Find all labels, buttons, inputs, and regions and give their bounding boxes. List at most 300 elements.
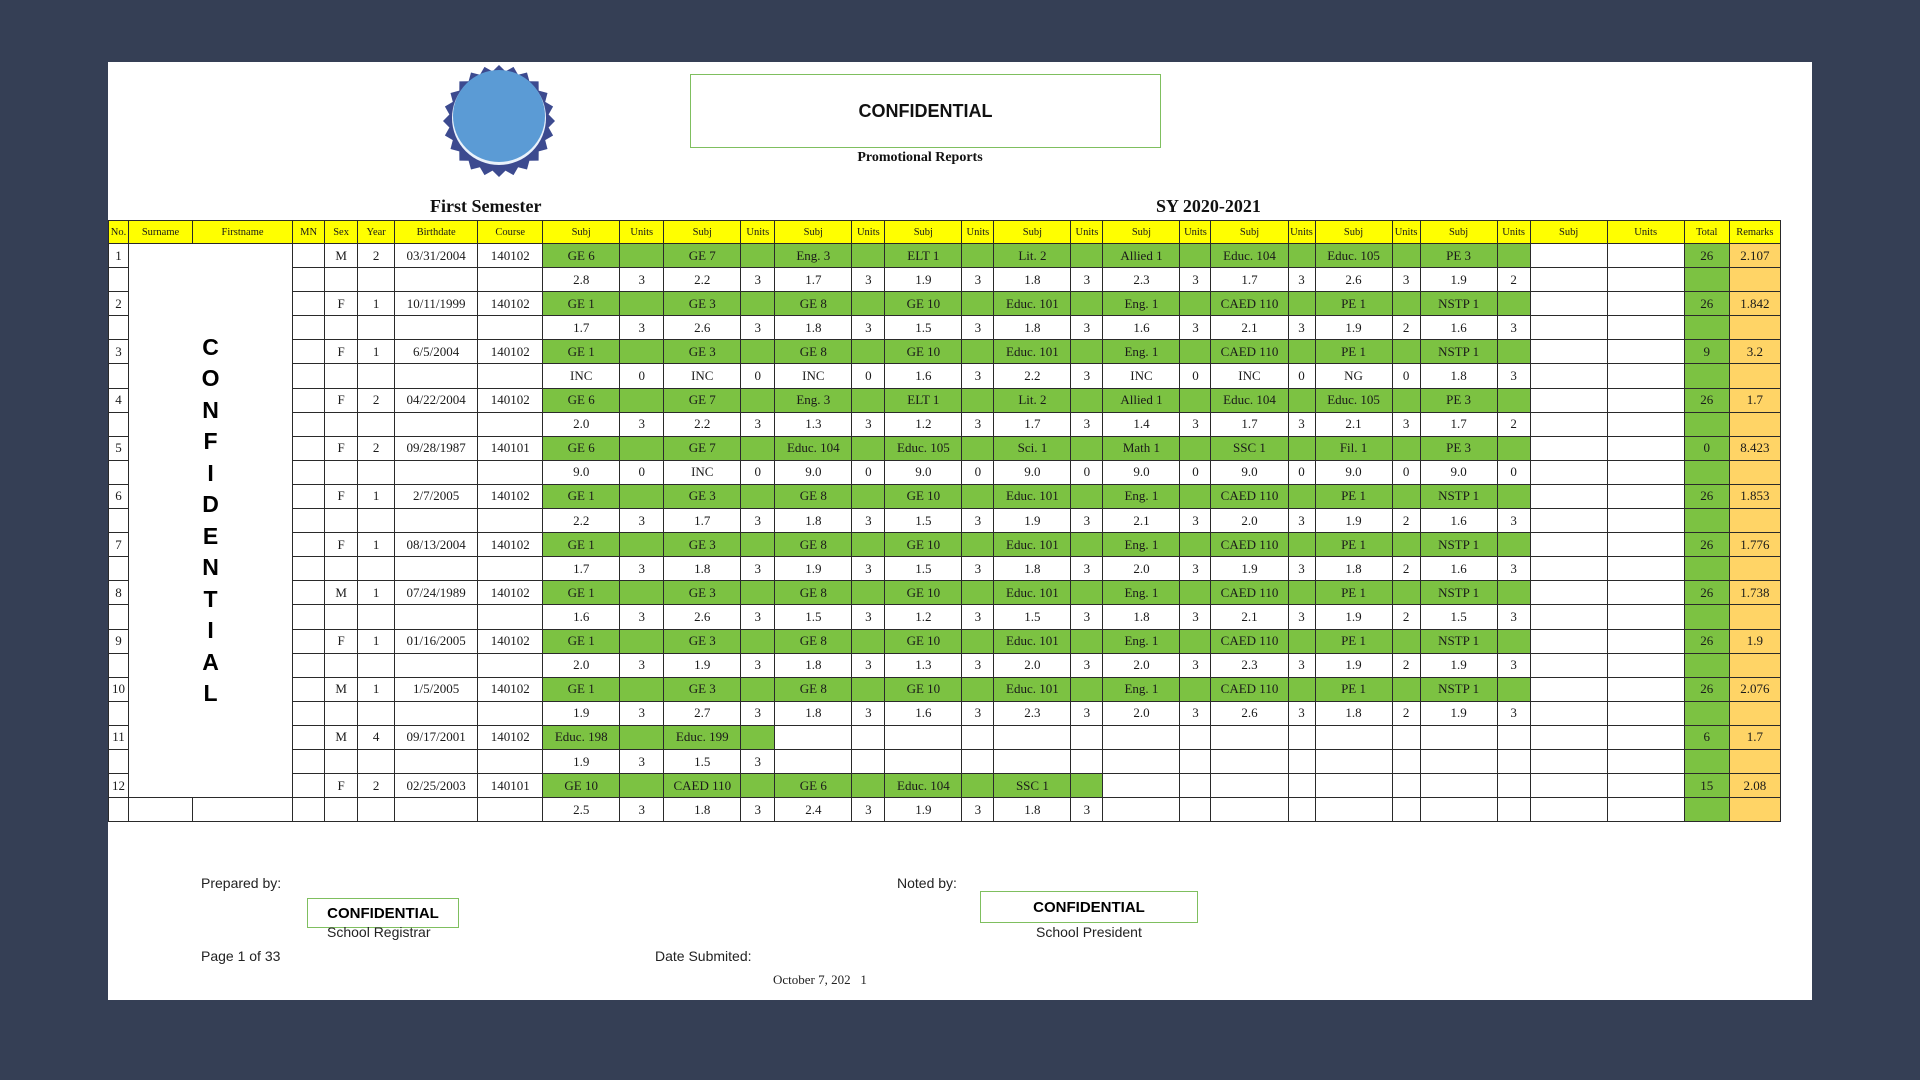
subject-cell: GE 10 xyxy=(885,629,962,653)
units-cell xyxy=(620,533,664,557)
page-number: Page 1 of 33 xyxy=(201,948,281,964)
units-cell: 3 xyxy=(1392,268,1420,292)
units-cell xyxy=(1607,581,1684,605)
grade-cell xyxy=(1530,268,1607,292)
units-cell xyxy=(1071,484,1103,508)
subject-cell: Lit. 2 xyxy=(994,244,1071,268)
info-cell xyxy=(478,653,543,677)
grade-cell: 1.9 xyxy=(994,509,1071,533)
subject-cell: Educ. 101 xyxy=(994,629,1071,653)
remarks-cell xyxy=(1729,460,1780,484)
subject-cell: Allied 1 xyxy=(1103,388,1180,412)
total-cell: 0 xyxy=(1684,436,1729,460)
row-number-cell xyxy=(109,605,129,629)
column-header: Subj xyxy=(994,221,1071,244)
subject-cell: NSTP 1 xyxy=(1420,581,1497,605)
units-cell xyxy=(620,774,664,798)
units-cell xyxy=(1180,725,1211,749)
subject-cell: PE 3 xyxy=(1420,388,1497,412)
subject-cell: GE 8 xyxy=(775,533,852,557)
units-cell: 3 xyxy=(741,316,775,340)
units-cell: 3 xyxy=(741,701,775,725)
year-cell: 1 xyxy=(358,629,395,653)
grade-cell: 2.2 xyxy=(994,364,1071,388)
units-cell xyxy=(1288,340,1315,364)
grade-cell: 1.8 xyxy=(664,798,741,822)
subject-cell: Allied 1 xyxy=(1103,244,1180,268)
middle-name-cell xyxy=(293,677,325,701)
grade-cell: 1.9 xyxy=(885,268,962,292)
prepared-signature: CONFIDENTIAL xyxy=(327,904,439,922)
subject-cell: GE 6 xyxy=(543,244,620,268)
grade-cell: 2.1 xyxy=(1211,316,1288,340)
units-cell xyxy=(852,629,885,653)
grade-cell: 1.9 xyxy=(1315,509,1392,533)
sex-cell: F xyxy=(325,436,358,460)
units-cell xyxy=(741,725,775,749)
column-header: Units xyxy=(1392,221,1420,244)
units-cell xyxy=(1071,388,1103,412)
table-row xyxy=(109,557,1781,581)
info-cell xyxy=(325,653,358,677)
grade-cell xyxy=(1530,412,1607,436)
units-cell xyxy=(852,340,885,364)
subject-cell: PE 1 xyxy=(1315,581,1392,605)
grade-cell: 1.7 xyxy=(1211,412,1288,436)
column-header: Total xyxy=(1684,221,1729,244)
column-header: Units xyxy=(1288,221,1315,244)
units-cell xyxy=(1180,774,1211,798)
total-cell: 6 xyxy=(1684,725,1729,749)
units-cell: 3 xyxy=(620,268,664,292)
school-seal-icon xyxy=(443,62,555,180)
units-cell: 0 xyxy=(1180,460,1211,484)
grade-cell xyxy=(1530,701,1607,725)
subject-cell: SSC 1 xyxy=(1211,436,1288,460)
grade-cell: 2.0 xyxy=(543,412,620,436)
grade-cell: 2.3 xyxy=(994,701,1071,725)
units-cell: 0 xyxy=(1288,460,1315,484)
units-cell xyxy=(741,774,775,798)
units-cell: 3 xyxy=(1288,268,1315,292)
subject-cell xyxy=(1211,774,1288,798)
subject-cell: Educ. 198 xyxy=(543,725,620,749)
subject-cell xyxy=(1530,677,1607,701)
sex-cell: F xyxy=(325,388,358,412)
subject-cell xyxy=(1530,533,1607,557)
subject-cell: Educ. 199 xyxy=(664,725,741,749)
table-row xyxy=(109,629,1781,653)
units-cell: 3 xyxy=(962,653,994,677)
units-cell: 0 xyxy=(620,364,664,388)
birthdate-cell: 08/13/2004 xyxy=(395,533,478,557)
units-cell xyxy=(1180,292,1211,316)
table-row xyxy=(109,725,1781,749)
units-cell: 3 xyxy=(1392,412,1420,436)
units-cell: 3 xyxy=(1288,509,1315,533)
table-header-row xyxy=(109,221,1781,244)
row-number-cell: 2 xyxy=(109,292,129,316)
subject-cell: Educ. 105 xyxy=(1315,388,1392,412)
subject-cell xyxy=(1530,774,1607,798)
confidential-letter: N xyxy=(202,554,219,581)
grade-cell: 1.7 xyxy=(543,316,620,340)
column-header: Firstname xyxy=(193,221,293,244)
row-number-cell: 4 xyxy=(109,388,129,412)
subject-cell: Eng. 1 xyxy=(1103,581,1180,605)
subject-cell: GE 3 xyxy=(664,484,741,508)
sex-cell: M xyxy=(325,244,358,268)
units-cell xyxy=(852,484,885,508)
units-cell: 3 xyxy=(1497,557,1530,581)
remarks-cell: 1.7 xyxy=(1729,725,1780,749)
grade-cell: 1.5 xyxy=(994,605,1071,629)
units-cell: 3 xyxy=(1288,412,1315,436)
units-cell: 3 xyxy=(620,653,664,677)
course-cell: 140102 xyxy=(478,725,543,749)
grade-cell: 1.8 xyxy=(1103,605,1180,629)
units-cell: 3 xyxy=(741,749,775,773)
remarks-cell xyxy=(1729,557,1780,581)
units-cell xyxy=(852,581,885,605)
units-cell: 3 xyxy=(1288,605,1315,629)
units-cell: 0 xyxy=(1392,364,1420,388)
total-cell xyxy=(1684,364,1729,388)
remarks-cell: 1.7 xyxy=(1729,388,1780,412)
confidential-letter: N xyxy=(202,396,219,423)
middle-name-cell xyxy=(293,292,325,316)
total-cell: 26 xyxy=(1684,484,1729,508)
units-cell xyxy=(852,244,885,268)
middle-name-cell xyxy=(293,484,325,508)
confidential-letter: I xyxy=(207,617,214,644)
table-row xyxy=(109,677,1781,701)
column-header: Surname xyxy=(129,221,193,244)
confidential-letter: O xyxy=(201,365,220,392)
table-row xyxy=(109,364,1781,388)
units-cell: 3 xyxy=(962,509,994,533)
table-row xyxy=(109,774,1781,798)
grade-cell: 1.7 xyxy=(664,509,741,533)
grade-cell xyxy=(1530,460,1607,484)
semester-label: First Semester xyxy=(430,196,542,216)
subject-cell: Eng. 1 xyxy=(1103,292,1180,316)
units-cell xyxy=(1392,749,1420,773)
units-cell: 3 xyxy=(962,268,994,292)
grade-cell: 1.8 xyxy=(775,653,852,677)
units-cell xyxy=(1288,749,1315,773)
grade-cell: 1.6 xyxy=(885,364,962,388)
units-cell xyxy=(1180,581,1211,605)
grade-cell: 1.8 xyxy=(775,701,852,725)
units-cell xyxy=(1288,581,1315,605)
units-cell xyxy=(1288,725,1315,749)
subject-cell xyxy=(1103,774,1180,798)
subject-cell: CAED 110 xyxy=(1211,629,1288,653)
units-cell: 3 xyxy=(1497,509,1530,533)
remarks-cell: 1.9 xyxy=(1729,629,1780,653)
remarks-cell xyxy=(1729,701,1780,725)
units-cell: 3 xyxy=(1497,364,1530,388)
subject-cell: GE 10 xyxy=(885,581,962,605)
grade-cell: 1.9 xyxy=(1420,653,1497,677)
grade-cell: 9.0 xyxy=(885,460,962,484)
confidential-letter: E xyxy=(202,522,219,549)
subject-cell: GE 10 xyxy=(885,677,962,701)
row-number-cell xyxy=(109,316,129,340)
subject-cell: PE 3 xyxy=(1420,436,1497,460)
subject-cell xyxy=(1530,388,1607,412)
subject-cell: PE 1 xyxy=(1315,677,1392,701)
subject-cell xyxy=(1530,725,1607,749)
info-cell xyxy=(478,701,543,725)
subject-cell: Sci. 1 xyxy=(994,436,1071,460)
column-header: Subj xyxy=(1211,221,1288,244)
units-cell: 3 xyxy=(620,605,664,629)
units-cell xyxy=(620,581,664,605)
grade-cell: 1.9 xyxy=(1315,316,1392,340)
info-cell xyxy=(478,557,543,581)
subject-cell xyxy=(1211,725,1288,749)
total-cell xyxy=(1684,653,1729,677)
grade-cell: INC xyxy=(543,364,620,388)
units-cell: 2 xyxy=(1497,268,1530,292)
total-cell xyxy=(1684,412,1729,436)
column-header: Subj xyxy=(1315,221,1392,244)
grade-cell: 1.5 xyxy=(885,316,962,340)
subject-cell: Educ. 104 xyxy=(885,774,962,798)
units-cell xyxy=(1392,436,1420,460)
total-cell: 26 xyxy=(1684,677,1729,701)
course-cell: 140102 xyxy=(478,292,543,316)
grade-cell: 1.8 xyxy=(1315,557,1392,581)
subject-cell: NSTP 1 xyxy=(1420,292,1497,316)
units-cell xyxy=(1607,484,1684,508)
report-page xyxy=(108,62,1812,1000)
sex-cell: F xyxy=(325,533,358,557)
total-cell xyxy=(1684,268,1729,292)
subject-cell: Educ. 104 xyxy=(775,436,852,460)
units-cell xyxy=(1607,557,1684,581)
units-cell xyxy=(1288,484,1315,508)
table-row xyxy=(109,316,1781,340)
info-cell xyxy=(293,557,325,581)
units-cell xyxy=(1607,701,1684,725)
units-cell xyxy=(1071,340,1103,364)
subject-cell xyxy=(1530,436,1607,460)
subject-cell: GE 1 xyxy=(543,533,620,557)
noted-signature-box xyxy=(980,891,1198,923)
units-cell xyxy=(962,725,994,749)
info-cell xyxy=(478,749,543,773)
units-cell: 3 xyxy=(1071,316,1103,340)
units-cell: 3 xyxy=(962,316,994,340)
grade-cell: 1.2 xyxy=(885,605,962,629)
grade-cell: 9.0 xyxy=(1211,460,1288,484)
subject-cell: GE 10 xyxy=(885,484,962,508)
subject-cell: Educ. 101 xyxy=(994,581,1071,605)
units-cell xyxy=(741,292,775,316)
subject-cell: Fil. 1 xyxy=(1315,436,1392,460)
row-number-cell: 8 xyxy=(109,581,129,605)
subject-cell: PE 1 xyxy=(1315,292,1392,316)
course-cell: 140101 xyxy=(478,774,543,798)
units-cell xyxy=(1392,533,1420,557)
grade-cell: 1.9 xyxy=(1420,701,1497,725)
subject-cell: Eng. 3 xyxy=(775,388,852,412)
info-cell xyxy=(325,798,358,822)
grade-cell: 2.8 xyxy=(543,268,620,292)
units-cell xyxy=(1607,774,1684,798)
subject-cell: CAED 110 xyxy=(1211,677,1288,701)
subject-cell: GE 10 xyxy=(885,533,962,557)
year-cell: 1 xyxy=(358,292,395,316)
info-cell xyxy=(358,412,395,436)
grade-cell: 2.0 xyxy=(994,653,1071,677)
sex-cell: F xyxy=(325,484,358,508)
noted-signature: CONFIDENTIAL xyxy=(1033,898,1145,916)
grade-cell: 9.0 xyxy=(1420,460,1497,484)
remarks-cell xyxy=(1729,268,1780,292)
units-cell: 3 xyxy=(1180,557,1211,581)
course-cell: 140102 xyxy=(478,484,543,508)
subject-cell: CAED 110 xyxy=(1211,581,1288,605)
grade-cell xyxy=(1530,798,1607,822)
units-cell: 3 xyxy=(620,749,664,773)
units-cell xyxy=(1288,292,1315,316)
column-header: Units xyxy=(962,221,994,244)
remarks-cell: 1.776 xyxy=(1729,533,1780,557)
subject-cell xyxy=(775,725,852,749)
units-cell xyxy=(962,533,994,557)
units-cell xyxy=(741,484,775,508)
grade-cell: 9.0 xyxy=(543,460,620,484)
remarks-cell: 2.107 xyxy=(1729,244,1780,268)
info-cell xyxy=(293,509,325,533)
units-cell: 3 xyxy=(1071,798,1103,822)
units-cell xyxy=(620,677,664,701)
info-cell xyxy=(325,316,358,340)
grade-cell: 1.6 xyxy=(543,605,620,629)
grade-cell: 1.6 xyxy=(1420,557,1497,581)
grade-cell: 2.1 xyxy=(1315,412,1392,436)
table-row xyxy=(109,244,1781,268)
subject-cell: Educ. 101 xyxy=(994,484,1071,508)
remarks-cell xyxy=(1729,509,1780,533)
confidential-letter: L xyxy=(203,680,218,707)
subject-cell: GE 1 xyxy=(543,629,620,653)
table-row xyxy=(109,340,1781,364)
info-cell xyxy=(358,268,395,292)
units-cell xyxy=(741,677,775,701)
units-cell xyxy=(962,749,994,773)
units-cell xyxy=(1392,725,1420,749)
row-number-cell xyxy=(109,798,129,822)
grade-cell: 1.5 xyxy=(1420,605,1497,629)
subject-cell: NSTP 1 xyxy=(1420,340,1497,364)
grade-cell xyxy=(1103,798,1180,822)
row-number-cell xyxy=(109,653,129,677)
units-cell xyxy=(1497,725,1530,749)
table-row xyxy=(109,533,1781,557)
units-cell xyxy=(962,292,994,316)
subject-cell: GE 1 xyxy=(543,581,620,605)
info-cell xyxy=(478,798,543,822)
total-cell: 26 xyxy=(1684,581,1729,605)
surname-cell xyxy=(129,798,193,822)
info-cell xyxy=(395,749,478,773)
subject-cell: Math 1 xyxy=(1103,436,1180,460)
table-row xyxy=(109,412,1781,436)
units-cell: 3 xyxy=(852,412,885,436)
year-cell: 2 xyxy=(358,774,395,798)
birthdate-cell: 07/24/1989 xyxy=(395,581,478,605)
units-cell xyxy=(741,629,775,653)
course-cell: 140102 xyxy=(478,388,543,412)
subject-cell: Eng. 1 xyxy=(1103,629,1180,653)
subject-cell: GE 3 xyxy=(664,340,741,364)
subject-cell: Eng. 1 xyxy=(1103,340,1180,364)
info-cell xyxy=(478,364,543,388)
subject-cell xyxy=(885,725,962,749)
units-cell xyxy=(1607,798,1684,822)
info-cell xyxy=(358,701,395,725)
units-cell xyxy=(1607,364,1684,388)
row-number-cell xyxy=(109,364,129,388)
column-header: Subj xyxy=(1530,221,1607,244)
info-cell xyxy=(478,509,543,533)
column-header: Units xyxy=(1071,221,1103,244)
subject-cell: Eng. 3 xyxy=(775,244,852,268)
units-cell xyxy=(1180,677,1211,701)
middle-name-cell xyxy=(293,774,325,798)
units-cell: 3 xyxy=(962,412,994,436)
units-cell xyxy=(1071,533,1103,557)
subject-cell: GE 8 xyxy=(775,629,852,653)
grade-cell: INC xyxy=(664,460,741,484)
units-cell: 3 xyxy=(962,364,994,388)
remarks-cell: 1.853 xyxy=(1729,484,1780,508)
subject-cell: Educ. 104 xyxy=(1211,244,1288,268)
remarks-cell: 1.738 xyxy=(1729,581,1780,605)
info-cell xyxy=(293,653,325,677)
grade-cell: 2.2 xyxy=(543,509,620,533)
middle-name-cell xyxy=(293,629,325,653)
units-cell xyxy=(1180,533,1211,557)
column-header: Units xyxy=(1497,221,1530,244)
row-number-cell: 3 xyxy=(109,340,129,364)
total-cell xyxy=(1684,509,1729,533)
column-header: No. xyxy=(109,221,129,244)
info-cell xyxy=(395,701,478,725)
units-cell xyxy=(1497,436,1530,460)
column-header: Subj xyxy=(775,221,852,244)
column-header: Units xyxy=(1607,221,1684,244)
info-cell xyxy=(478,268,543,292)
units-cell xyxy=(1607,244,1684,268)
grade-cell: 1.6 xyxy=(1420,509,1497,533)
grade-cell xyxy=(1211,798,1288,822)
info-cell xyxy=(293,701,325,725)
grade-cell: 2.1 xyxy=(1103,509,1180,533)
subject-cell xyxy=(1420,774,1497,798)
subject-cell: GE 8 xyxy=(775,677,852,701)
info-cell xyxy=(325,364,358,388)
year-cell: 2 xyxy=(358,436,395,460)
grade-cell: 2.2 xyxy=(664,268,741,292)
birthdate-cell: 02/25/2003 xyxy=(395,774,478,798)
column-header: Sex xyxy=(325,221,358,244)
